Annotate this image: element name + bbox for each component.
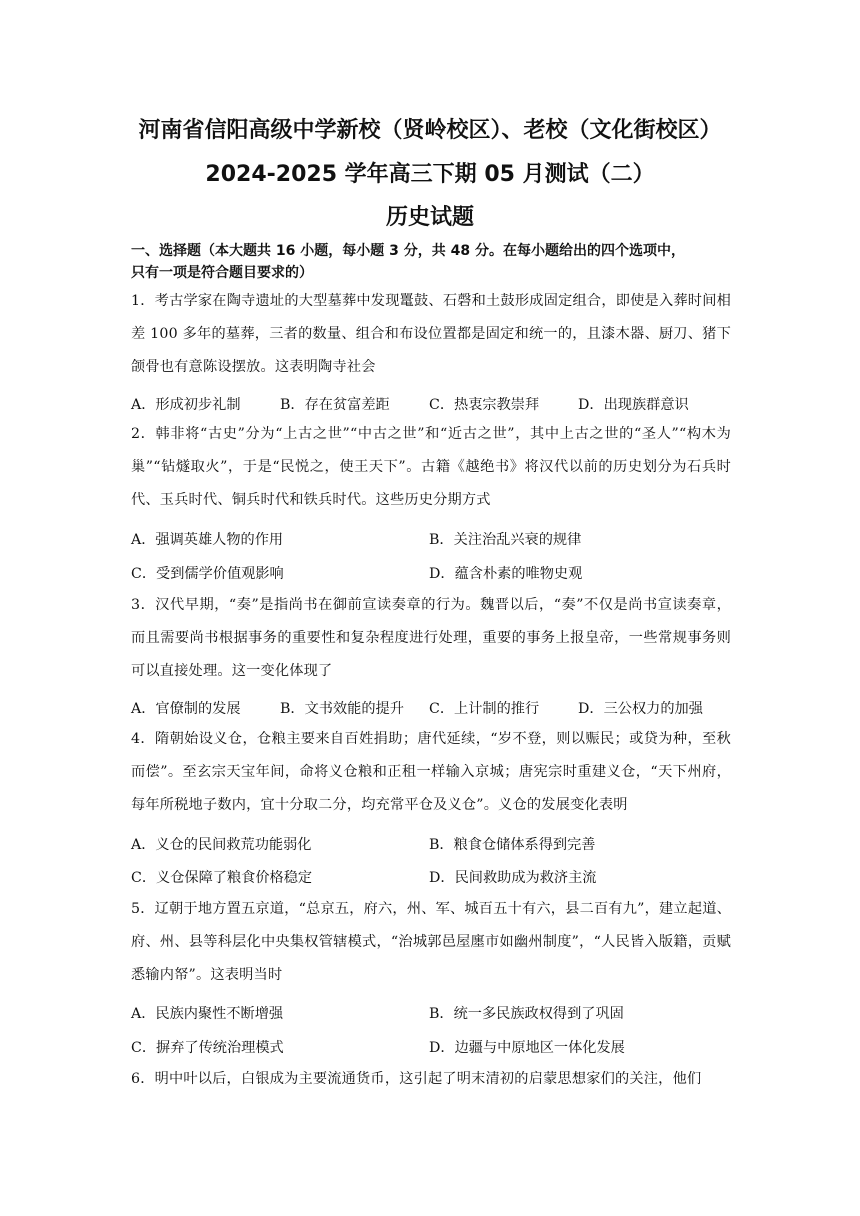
question-1-option-b[interactable]: B．存在贫富差距 <box>280 397 390 413</box>
question-2-options-row-2 <box>131 563 731 587</box>
question-4-option-d[interactable]: D．民间救助成为救济主流 <box>429 870 597 886</box>
question-4-options-row-2 <box>131 867 731 891</box>
question-5-option-d[interactable]: D．边疆与中原地区一体化发展 <box>429 1040 625 1056</box>
exam-session-title: 2024-2025 学年高三下期 05 月测试（二） <box>205 162 655 187</box>
question-3-options <box>131 698 731 722</box>
question-4-stem: 4．隋朝始设义仓，仓粮主要来自百姓捐助；唐代延续，“岁不登，则以赈民；或贷为种，至秋而偿”。至玄宗天宝年间，命将义仓粮和正租一样输入京城；唐宪宗时重建义仓，“天下州府，每年所税地子数内，宜十分取二分，均充常平仓及义仓”。义仓的发展变化表明 <box>131 731 731 813</box>
section-heading-line-2: 只有一项是符合题目要求的） <box>131 265 313 281</box>
question-2-option-d[interactable]: D．蕴含朴素的唯物史观 <box>429 566 583 582</box>
question-4-option-c[interactable]: C．义仓保障了粮食价格稳定 <box>131 870 313 886</box>
question-3-option-a[interactable]: A．官僚制的发展 <box>131 701 241 717</box>
question-2-option-c[interactable]: C．受到儒学价值观影响 <box>131 566 284 582</box>
section-heading-line-1: 一、选择题（本大题共 16 小题，每小题 3 分，共 48 分。在每小题给出的四个选项中， <box>131 243 685 259</box>
question-4-option-a[interactable]: A．义仓的民间救荒功能弱化 <box>131 837 312 853</box>
question-1-stem: 1．考古学家在陶寺遗址的大型墓葬中发现鼍鼓、石磬和土鼓形成固定组合，即使是入葬时间相差 100 多年的墓葬，三者的数量、组合和布设位置都是固定和统一的，且漆木器、厨刀、猪下颌骨也有意陈设摆放。这表明陶寺社会 <box>131 293 731 375</box>
question-2-options-row-1 <box>131 529 731 553</box>
question-5-option-b[interactable]: B．统一多民族政权得到了巩固 <box>429 1006 624 1022</box>
question-1-option-c[interactable]: C．热衷宗教崇拜 <box>429 397 540 413</box>
subject-title: 历史试题 <box>385 205 474 230</box>
question-5-options-row-1 <box>131 1003 731 1027</box>
question-6-stem: 6．明中叶以后，白银成为主要流通货币，这引起了明末清初的启蒙思想家们的关注，他们 <box>131 1071 702 1087</box>
question-3-option-c[interactable]: C．上计制的推行 <box>429 701 540 717</box>
question-5-option-c[interactable]: C．摒弃了传统治理模式 <box>131 1040 284 1056</box>
question-4-options-row-1 <box>131 834 731 858</box>
school-title: 河南省信阳高级中学新校（贤岭校区）、老校（文化街校区） <box>138 118 722 143</box>
question-3-stem: 3．汉代早期，“奏”是指尚书在御前宣读奏章的行为。魏晋以后，“奏”不仅是尚书宣读奏章，而且需要尚书根据事务的重要性和复杂程度进行处理，重要的事务上报皇帝，一些常规事务则可以直接处理。这一变化体现了 <box>131 597 731 679</box>
question-3-option-b[interactable]: B．文书效能的提升 <box>280 701 404 717</box>
question-2-option-b[interactable]: B．关注治乱兴衰的规律 <box>429 532 582 548</box>
question-3-option-d[interactable]: D．三公权力的加强 <box>578 701 703 717</box>
section-heading <box>131 240 731 284</box>
question-2-option-a[interactable]: A．强调英雄人物的作用 <box>131 532 284 548</box>
question-4-option-b[interactable]: B．粮食仓储体系得到完善 <box>429 837 596 853</box>
question-5-option-a[interactable]: A．民族内聚性不断增强 <box>131 1006 284 1022</box>
question-1-options <box>131 394 731 418</box>
question-5-stem: 5．辽朝于地方置五京道，“总京五，府六，州、军、城百五十有六，县二百有九”，建立起道、府、州、县等科层化中央集权管辖模式，“治城郭邑屋廛市如幽州制度”，“人民皆入版籍，贡赋悉输内帑”。这表明当时 <box>131 901 731 983</box>
question-1-option-d[interactable]: D．出现族群意识 <box>578 397 689 413</box>
question-5-options-row-2 <box>131 1037 731 1061</box>
question-1-option-a[interactable]: A．形成初步礼制 <box>131 397 241 413</box>
question-2-stem: 2．韩非将“古史”分为“上古之世”“中古之世”和“近古之世”，其中上古之世的“圣人”“构木为巢”“钻燧取火”，于是“民悦之，使王天下”。古籍《越绝书》将汉代以前的历史划分为石兵时代、玉兵时代、铜兵时代和铁兵时代。这些历史分期方式 <box>131 426 731 508</box>
